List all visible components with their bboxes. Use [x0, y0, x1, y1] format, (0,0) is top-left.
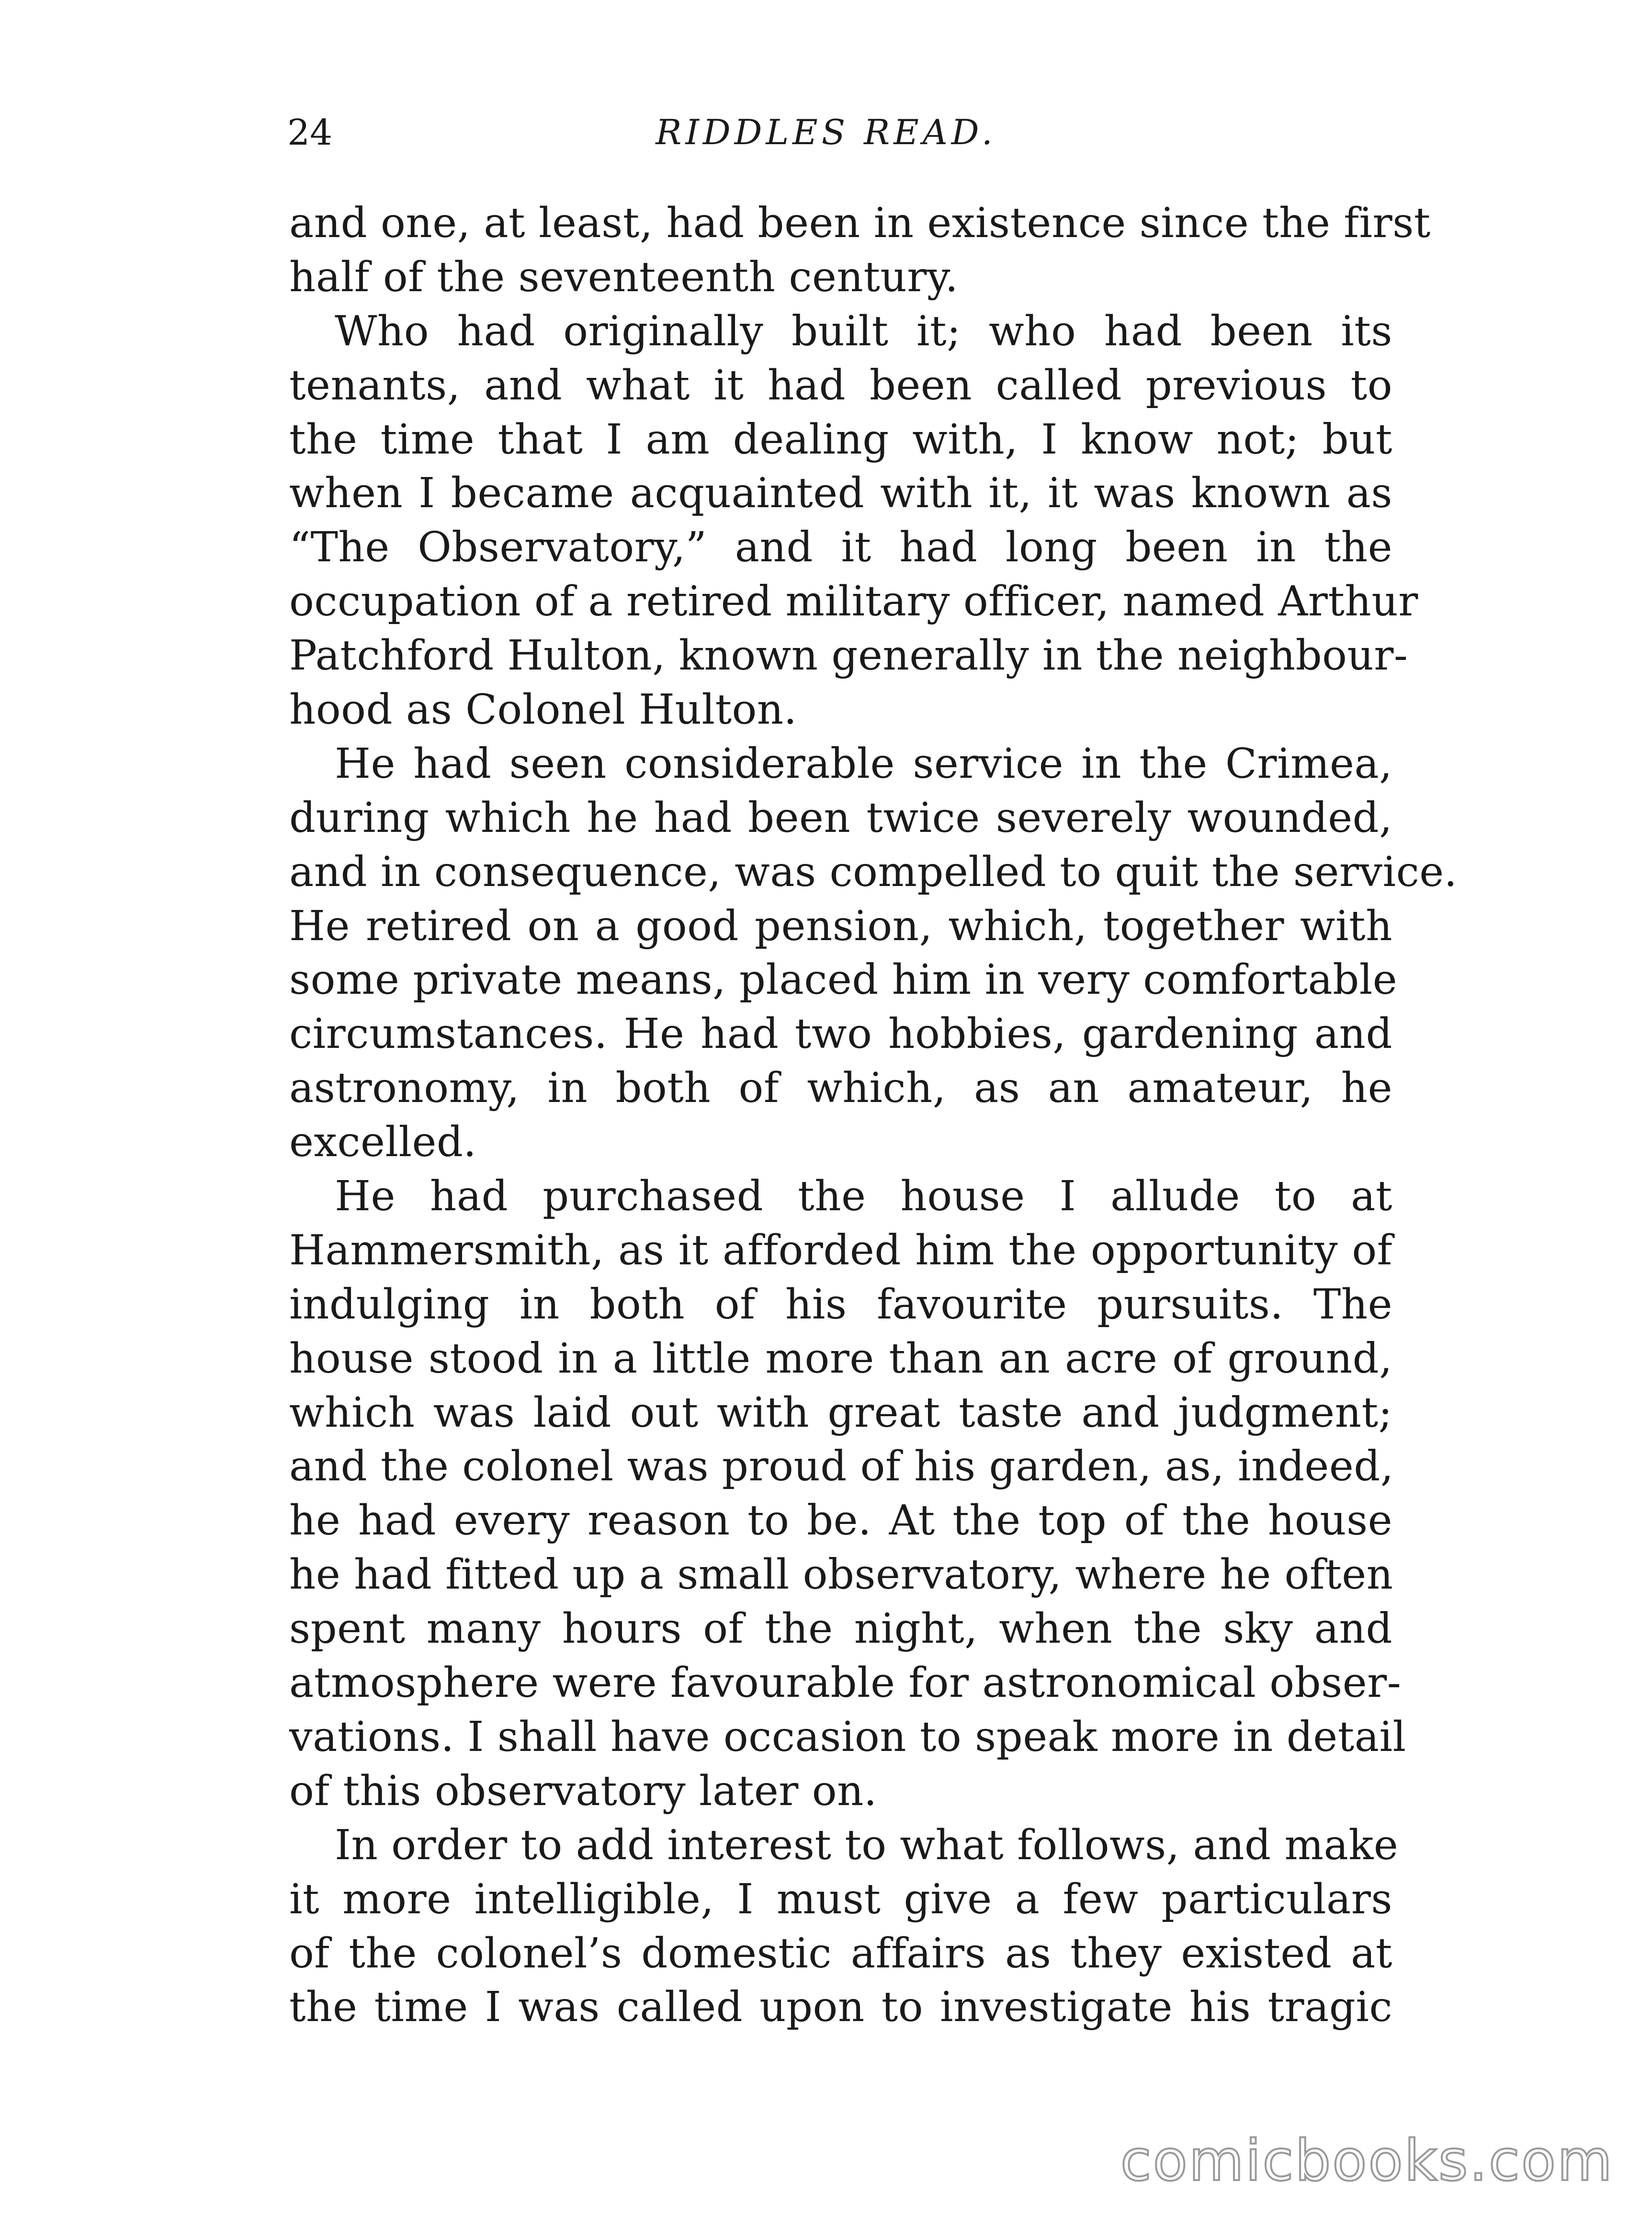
text-line: excelled.	[289, 1118, 477, 1167]
text-line: circumstances. He had two hobbies, gardening and	[289, 1010, 1392, 1058]
text-line: the time I was called upon to investigate his tragic	[289, 1983, 1392, 2032]
running-head-title: RIDDLES READ.	[656, 112, 996, 152]
body-text	[289, 196, 1458, 2034]
text-line: He had seen considerable service in the Crimea,	[335, 739, 1392, 788]
text-line: spent many hours of the night, when the sky and	[289, 1605, 1392, 1653]
text-line: He retired on a good pension, which, together with	[289, 902, 1392, 950]
text-line: house stood in a little more than an acre of ground,	[289, 1334, 1392, 1383]
text-line: half of the seventeenth century.	[289, 253, 959, 301]
text-line: hood as Colonel Hulton.	[289, 686, 797, 734]
text-line: of this observatory later on.	[289, 1767, 877, 1815]
text-line: Patchford Hulton, known generally in the neighbour-	[289, 632, 1408, 680]
text-line: tenants, and what it had been called previous to	[289, 361, 1392, 409]
text-line: Who had originally built it; who had been its	[335, 307, 1392, 355]
text-line: occupation of a retired military officer, named Arthur	[289, 578, 1418, 626]
text-line: of the colonel’s domestic affairs as they existed at	[289, 1929, 1392, 1977]
text-line: He had purchased the house I allude to at	[335, 1172, 1392, 1221]
text-line: when I became acquainted with it, it was known as	[289, 469, 1392, 518]
text-line: vations. I shall have occasion to speak more in detail	[289, 1713, 1406, 1761]
watermark: comicbooks.com	[1120, 2127, 1614, 2193]
text-line: he had fitted up a small observatory, where he often	[289, 1551, 1393, 1599]
text-line: which was laid out with great taste and judgment;	[289, 1388, 1392, 1437]
text-line: astronomy, in both of which, as an amateur, he	[289, 1064, 1392, 1113]
text-line: he had every reason to be. At the top of the house	[289, 1497, 1392, 1545]
text-line: the time that I am dealing with, I know not; but	[289, 415, 1392, 464]
text-line: it more intelligible, I must give a few particulars	[289, 1875, 1392, 1923]
text-line: during which he had been twice severely wounded,	[289, 794, 1392, 842]
text-line: some private means, placed him in very comfortable	[289, 956, 1398, 1004]
text-line: and one, at least, had been in existence since the first	[289, 199, 1431, 247]
text-line: atmosphere were favourable for astronomical obser-	[289, 1659, 1402, 1707]
text-line: and the colonel was proud of his garden, as, indeed,	[289, 1443, 1394, 1491]
text-line: indulging in both of his favourite pursuits. The	[289, 1280, 1392, 1329]
page-number: 24	[287, 112, 333, 153]
text-line: “The Observatory,” and it had long been in the	[289, 523, 1392, 572]
text-line: In order to add interest to what follows, and make	[335, 1821, 1399, 1869]
text-line: and in consequence, was compelled to quit the service.	[289, 848, 1458, 896]
text-line: Hammersmith, as it afforded him the opportunity of	[289, 1226, 1392, 1274]
